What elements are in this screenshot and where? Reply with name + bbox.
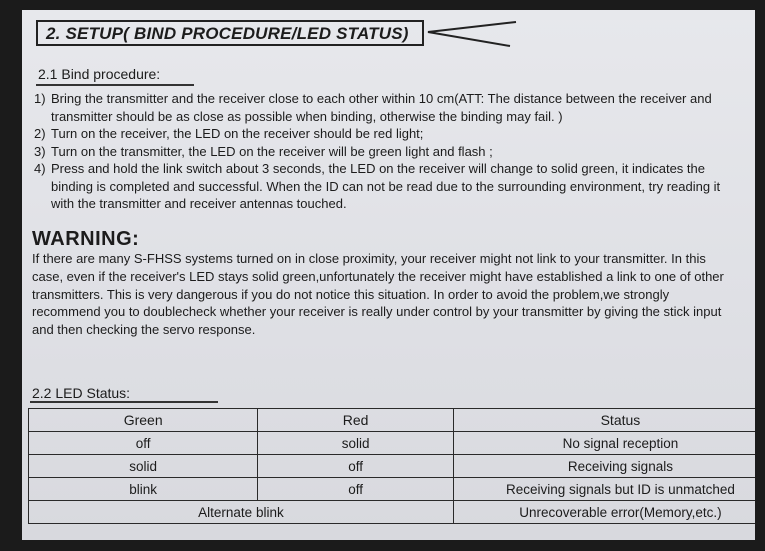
bind-step: 2) Turn on the receiver, the LED on the receiver should be red light; bbox=[34, 126, 424, 141]
header-cell-red: Red bbox=[258, 409, 454, 432]
cell-green: blink bbox=[29, 478, 258, 501]
bind-step: 3) Turn on the transmitter, the LED on the receiver will be green light and flash ; bbox=[34, 143, 493, 159]
cell-red: off bbox=[258, 455, 454, 478]
cell-status: Unrecoverable error(Memory,etc.) bbox=[453, 501, 755, 524]
cell-green: solid bbox=[29, 455, 258, 478]
bind-step: 4) Press and hold the link switch about 3 seconds, the LED on the receiver will change to solid green, it indicates the binding is completed and successful. When the ID can not be read due to the surrounding environment, try reading it with the transmitter and receiver antennas touched. bbox=[34, 161, 721, 211]
led-status-table bbox=[28, 408, 755, 524]
bind-steps-list bbox=[34, 90, 746, 213]
arrow-tail-icon bbox=[420, 16, 520, 52]
cell-combined: Alternate blink bbox=[29, 501, 454, 524]
cell-red: solid bbox=[258, 432, 454, 455]
warning-body: If there are many S-FHSS systems turned on in close proximity, your receiver might not link to your transmitter. In this case, even if the receiver's LED stays solid green,unfortunately the receiver might have established a link to one of other transmitters. This is very dangerous if you do not notice this situation. In order to avoid the problem,we strongly recommend you to doublecheck whether your receiver is really under control by your transmitter by giving the stick input and then checking the servo response. bbox=[32, 251, 724, 338]
bind-procedure-heading: 2.1 Bind procedure: bbox=[38, 66, 161, 82]
cell-status: Receiving signals bbox=[453, 455, 755, 478]
heading-underline bbox=[36, 84, 194, 86]
bind-step: 1) Bring the transmitter and the receiver close to each other within 10 cm(ATT: The distance between the receiver and transmitter should be as close as possible when binding, otherwise the binding may fail. ) bbox=[34, 91, 712, 124]
section-title: 2. SETUP( BIND PROCEDURE/LED STATUS) bbox=[46, 24, 409, 43]
header-cell-green: Green bbox=[29, 409, 258, 432]
heading-underline bbox=[30, 401, 218, 403]
table-row bbox=[29, 432, 756, 455]
warning-title: WARNING: bbox=[32, 228, 140, 250]
table-row bbox=[29, 455, 756, 478]
cell-status: Receiving signals but ID is unmatched bbox=[453, 478, 755, 501]
cell-red: off bbox=[258, 478, 454, 501]
led-status-heading: 2.2 LED Status: bbox=[32, 385, 131, 401]
cell-green: off bbox=[29, 432, 258, 455]
table-header-row bbox=[29, 409, 756, 432]
document-page bbox=[22, 10, 755, 540]
table-row bbox=[29, 501, 756, 524]
cell-status: No signal reception bbox=[453, 432, 755, 455]
header-cell-status: Status bbox=[453, 409, 755, 432]
table-row bbox=[29, 478, 756, 501]
